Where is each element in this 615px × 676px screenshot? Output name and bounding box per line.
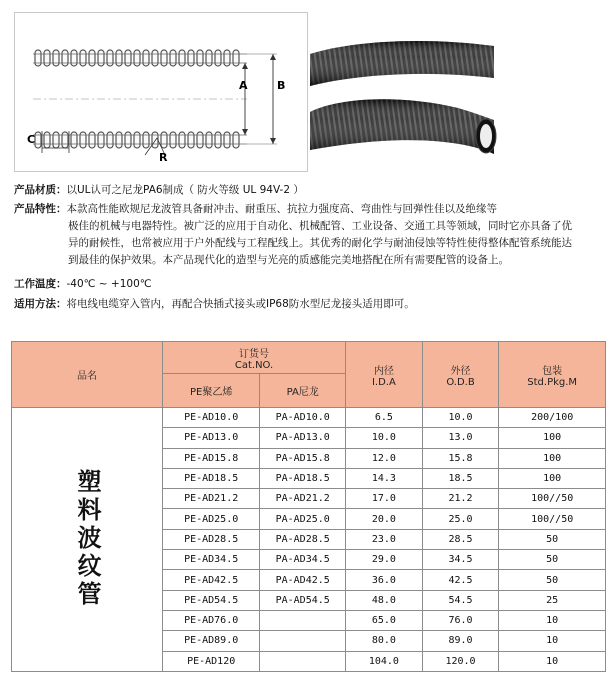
cell-pa: PA-AD21.2 xyxy=(260,489,346,509)
header-product: 品名 xyxy=(12,342,163,408)
cell-pe: PE-AD13.0 xyxy=(163,428,260,448)
spec-features xyxy=(14,201,604,269)
catalog-table xyxy=(11,341,606,672)
header-package: 包装 Std.Pkg.M xyxy=(499,342,606,408)
material-text: 以UL认可之尼龙PA6制成（ 防火等级 UL 94V-2 ） xyxy=(66,184,304,196)
cell-pkg: 100//50 xyxy=(499,509,606,529)
cell-pkg: 10 xyxy=(499,651,606,671)
cell-pa: PA-AD18.5 xyxy=(260,468,346,488)
header-inner-diameter: 内径 I.D.A xyxy=(346,342,423,408)
feature-line-1: 本款高性能欧规尼龙波管具备耐冲击、耐重压、抗拉力强度高、弯曲性与回弹性佳以及绝缘等 xyxy=(66,203,497,215)
temp-label: 工作温度： xyxy=(14,278,67,290)
cell-id: 20.0 xyxy=(346,509,423,529)
cell-od: 54.5 xyxy=(422,590,499,610)
dimension-label-a: A xyxy=(239,79,248,92)
cell-pkg: 25 xyxy=(499,590,606,610)
tube-dimension-diagram xyxy=(14,12,308,172)
dimension-label-c: C xyxy=(27,133,36,146)
table-row xyxy=(12,408,606,428)
cell-pe: PE-AD42.5 xyxy=(163,570,260,590)
cell-pa: PA-AD10.0 xyxy=(260,408,346,428)
header-pa: PA尼龙 xyxy=(260,374,346,408)
cell-pe: PE-AD34.5 xyxy=(163,550,260,570)
cell-od: 120.0 xyxy=(422,651,499,671)
cell-pe: PE-AD28.5 xyxy=(163,529,260,549)
cell-pe: PE-AD15.8 xyxy=(163,448,260,468)
cell-pkg: 10 xyxy=(499,610,606,630)
product-name: 塑料波纹管 xyxy=(73,469,102,610)
cell-pe: PE-AD10.0 xyxy=(163,408,260,428)
cell-od: 89.0 xyxy=(422,631,499,651)
cell-id: 65.0 xyxy=(346,610,423,630)
cell-od: 18.5 xyxy=(422,468,499,488)
cell-pkg: 50 xyxy=(499,529,606,549)
cell-od: 10.0 xyxy=(422,408,499,428)
cell-pa: PA-AD13.0 xyxy=(260,428,346,448)
dimension-label-r: R xyxy=(159,151,168,164)
cell-od: 34.5 xyxy=(422,550,499,570)
cell-pa xyxy=(260,651,346,671)
cell-pkg: 50 xyxy=(499,550,606,570)
header-outer-diameter: 外径 O.D.B xyxy=(422,342,499,408)
spec-temperature xyxy=(14,276,604,293)
feature-line-4: 到最佳的保护效果。本产品现代化的造型与光亮的质感能完美地搭配在所有需要配管的设备上。 xyxy=(68,254,509,266)
usage-text: 将电线电缆穿入管内，再配合快插式接头或IP68防水型尼龙接头适用即可。 xyxy=(66,298,415,310)
cell-pa: PA-AD28.5 xyxy=(260,529,346,549)
material-label: 产品材质： xyxy=(14,184,67,196)
cell-pkg: 10 xyxy=(499,631,606,651)
cell-pa: PA-AD25.0 xyxy=(260,509,346,529)
cell-pa xyxy=(260,610,346,630)
cell-pe: PE-AD76.0 xyxy=(163,610,260,630)
feature-line-3: 异的耐候性，也常被应用于户外配线与工程配线上。其优秀的耐化学与耐油侵蚀等特性使得整体配管系统能达 xyxy=(68,237,572,249)
cell-od: 76.0 xyxy=(422,610,499,630)
cell-pe: PE-AD18.5 xyxy=(163,468,260,488)
spec-usage xyxy=(14,296,604,313)
cell-pe: PE-AD54.5 xyxy=(163,590,260,610)
cell-id: 6.5 xyxy=(346,408,423,428)
cell-id: 14.3 xyxy=(346,468,423,488)
cell-pkg: 100 xyxy=(499,428,606,448)
cell-od: 28.5 xyxy=(422,529,499,549)
cell-od: 15.8 xyxy=(422,448,499,468)
cell-od: 13.0 xyxy=(422,428,499,448)
cell-id: 80.0 xyxy=(346,631,423,651)
cell-id: 12.0 xyxy=(346,448,423,468)
header-order-number: 订货号 Cat.NO. xyxy=(163,342,346,374)
tube-cross-section-drawing xyxy=(15,13,307,171)
cell-id: 29.0 xyxy=(346,550,423,570)
cell-pa: PA-AD15.8 xyxy=(260,448,346,468)
cell-id: 10.0 xyxy=(346,428,423,448)
product-photo xyxy=(308,14,498,164)
cell-pa xyxy=(260,631,346,651)
cell-pa: PA-AD54.5 xyxy=(260,590,346,610)
cell-id: 36.0 xyxy=(346,570,423,590)
cell-od: 25.0 xyxy=(422,509,499,529)
cell-pkg: 200/100 xyxy=(499,408,606,428)
feature-line-2: 极佳的机械与电器特性。被广泛的应用于自动化、机械配管、工业设备、交通工具等领域，同时它亦具备了优 xyxy=(68,220,572,232)
header-pe: PE聚乙烯 xyxy=(163,374,260,408)
cell-od: 42.5 xyxy=(422,570,499,590)
spec-material xyxy=(14,182,604,199)
cell-pe: PE-AD120 xyxy=(163,651,260,671)
cell-id: 17.0 xyxy=(346,489,423,509)
cell-pa: PA-AD42.5 xyxy=(260,570,346,590)
cell-pe: PE-AD25.0 xyxy=(163,509,260,529)
cell-id: 104.0 xyxy=(346,651,423,671)
cell-pkg: 100 xyxy=(499,468,606,488)
dimension-label-b: B xyxy=(277,79,286,92)
cell-id: 48.0 xyxy=(346,590,423,610)
cell-pkg: 100 xyxy=(499,448,606,468)
usage-label: 适用方法： xyxy=(14,298,67,310)
product-name-cell xyxy=(12,408,163,672)
cell-pe: PE-AD21.2 xyxy=(163,489,260,509)
cell-pkg: 50 xyxy=(499,570,606,590)
feature-label: 产品特性： xyxy=(14,203,67,215)
temp-text: -40℃ ~ +100℃ xyxy=(66,278,152,290)
cell-od: 21.2 xyxy=(422,489,499,509)
cell-pe: PE-AD89.0 xyxy=(163,631,260,651)
cell-id: 23.0 xyxy=(346,529,423,549)
cell-pa: PA-AD34.5 xyxy=(260,550,346,570)
cell-pkg: 100//50 xyxy=(499,489,606,509)
